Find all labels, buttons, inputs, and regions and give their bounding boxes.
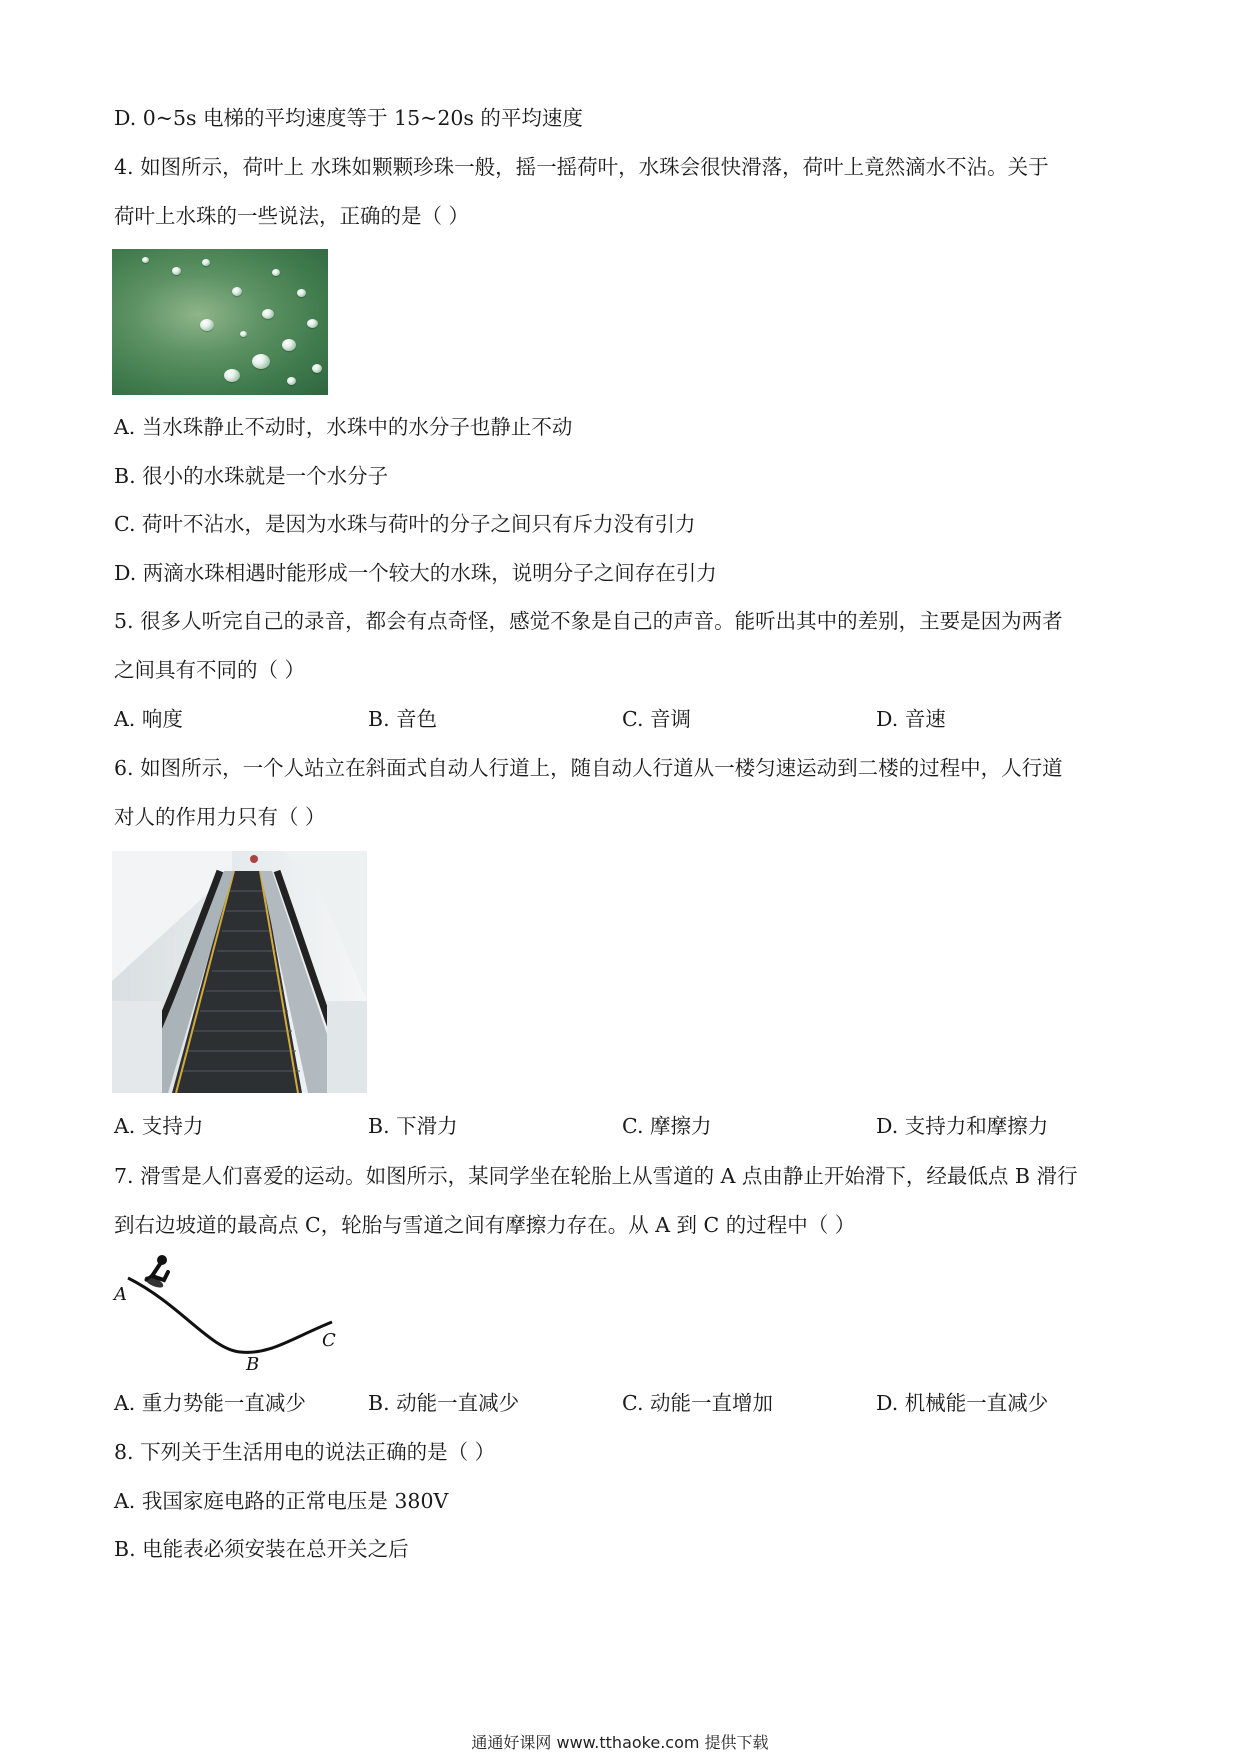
q8-option-b: B. 电能表必须安装在总开关之后: [114, 1537, 409, 1561]
q7-stem-line-1: 7. 滑雪是人们喜爱的运动。如图所示，某同学坐在轮胎上从雪道的 A 点由静止开始滑下，经最低点 B 滑行: [114, 1164, 1078, 1188]
q6-option-d: D. 支持力和摩擦力: [876, 1114, 1049, 1138]
q6-option-b: B. 下滑力: [368, 1114, 458, 1138]
sledder-figure: [143, 1255, 168, 1290]
lotus-leaf-water-drops-image: [112, 249, 328, 395]
q5-option-a: A. 响度: [114, 707, 183, 731]
q7-option-b: B. 动能一直减少: [368, 1391, 520, 1415]
q5-stem-line-1: 5. 很多人听完自己的录音，都会有点奇怪，感觉不象是自己的声音。能听出其中的差别，主要是因为两者: [114, 609, 1063, 633]
q8-option-a: A. 我国家庭电路的正常电压是 380V: [114, 1489, 449, 1513]
q7-option-a: A. 重力势能一直减少: [114, 1391, 306, 1415]
q4-option-c: C. 荷叶不沾水，是因为水珠与荷叶的分子之间只有斥力没有引力: [114, 512, 696, 536]
page-footer: 通通好课网 www.tthaoke.com 提供下载: [471, 1733, 769, 1752]
q3-option-d: D. 0~5s 电梯的平均速度等于 15~20s 的平均速度: [114, 106, 583, 130]
q4-stem-line-1: 4. 如图所示，荷叶上 水珠如颗颗珍珠一般，摇一摇荷叶，水珠会很快滑落，荷叶上竟然滴水不沾。关于: [114, 155, 1049, 179]
ski-slope-diagram: [110, 1254, 350, 1376]
q7-stem-line-2: 到右边坡道的最高点 C，轮胎与雪道之间有摩擦力存在。从 A 到 C 的过程中（ ）: [114, 1213, 856, 1237]
q7-option-d: D. 机械能一直减少: [876, 1391, 1049, 1415]
q4-option-a: A. 当水珠静止不动时，水珠中的水分子也静止不动: [114, 415, 573, 439]
q6-option-c: C. 摩擦力: [622, 1114, 712, 1138]
q7-option-c: C. 动能一直增加: [622, 1391, 773, 1415]
q6-stem-line-2: 对人的作用力只有（ ）: [114, 805, 326, 829]
q6-option-a: A. 支持力: [114, 1114, 204, 1138]
q4-option-b: B. 很小的水珠就是一个水分子: [114, 464, 389, 488]
point-c-label: C: [322, 1330, 336, 1351]
q5-option-d: D. 音速: [876, 707, 946, 731]
q6-stem-line-1: 6. 如图所示，一个人站立在斜面式自动人行道上，随自动人行道从一楼匀速运动到二楼的过程中，人行道: [114, 756, 1063, 780]
q4-option-d: D. 两滴水珠相遇时能形成一个较大的水珠，说明分子之间存在引力: [114, 561, 717, 585]
moving-walkway-image: [112, 851, 367, 1093]
point-a-label: A: [114, 1284, 127, 1305]
point-b-label: B: [246, 1354, 260, 1375]
q4-stem-line-2: 荷叶上水珠的一些说法，正确的是（ ）: [114, 204, 470, 228]
q5-option-c: C. 音调: [622, 707, 691, 731]
q8-stem: 8. 下列关于生活用电的说法正确的是（ ）: [114, 1440, 496, 1464]
q5-option-b: B. 音色: [368, 707, 438, 731]
q5-stem-line-2: 之间具有不同的（ ）: [114, 658, 306, 682]
